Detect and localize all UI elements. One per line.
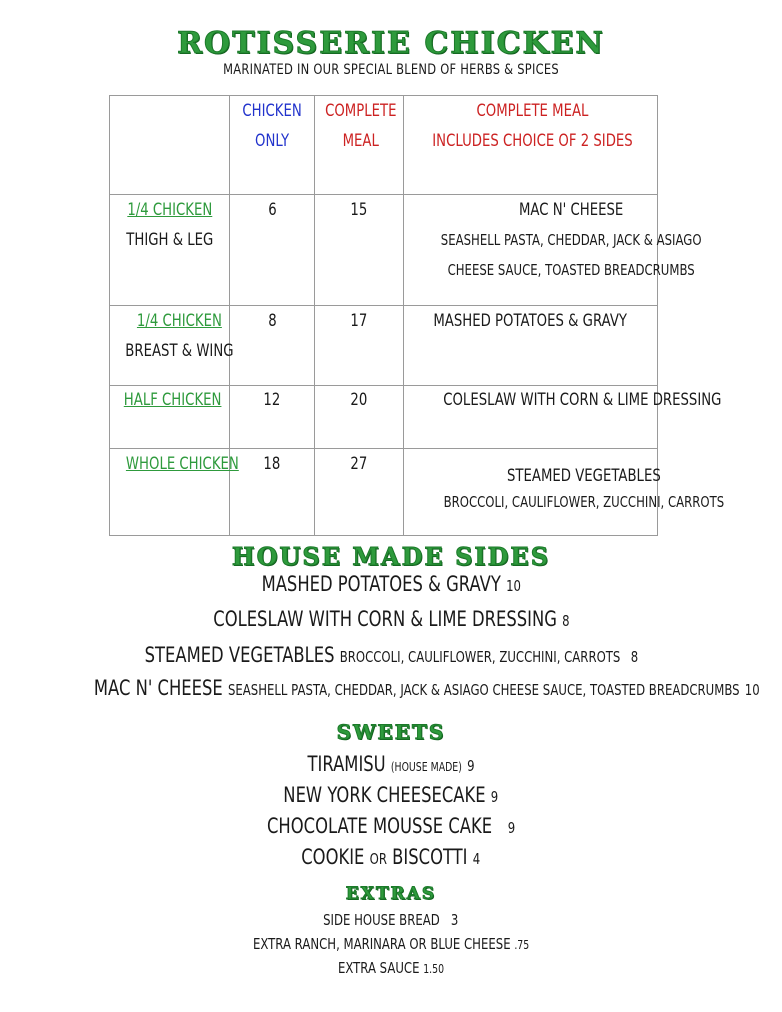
list-item: STEAMED VEGETABLES BROCCOLI, CAULIFLOWER, ZUCCHINI, CARROTS 8 [144, 643, 638, 667]
chicken-only-price: 8 [230, 306, 315, 386]
list-item: MASHED POTATOES & GRAVY 10 [261, 572, 521, 596]
chicken-only-price: 18 [230, 449, 315, 536]
complete-meal-price: 15 [315, 195, 404, 306]
extras-heading: EXTRAS [345, 884, 437, 904]
table-row [110, 386, 658, 449]
header-chicken-only: CHICKEN ONLY [230, 96, 315, 195]
list-item: MAC N' CHEESE SEASHELL PASTA, CHEDDAR, JACK & ASIAGO CHEESE SAUCE, TOASTED BREADCRUMBS 10 [93, 676, 760, 700]
side-cell: MAC N' CHEESE SEASHELL PASTA, CHEDDAR, JACK & ASIAGO CHEESE SAUCE, TOASTED BREADCRUMBS [404, 195, 658, 306]
chicken-price-table [109, 95, 725, 536]
sweets-heading: SWEETS [336, 720, 446, 744]
complete-meal-price: 20 [315, 386, 404, 449]
header-sides: COMPLETE MEAL INCLUDES CHOICE OF 2 SIDES [404, 96, 658, 195]
list-item: COOKIE OR BISCOTTI 4 [301, 845, 481, 869]
table-header-row [110, 96, 658, 195]
list-item: NEW YORK CHEESECAKE 9 [283, 783, 499, 807]
complete-meal-price: 27 [315, 449, 404, 536]
table-row [110, 449, 658, 536]
table-row [110, 195, 658, 306]
item-name-cell: 1/4 CHICKEN THIGH & LEG [110, 195, 230, 306]
table-row [110, 306, 658, 386]
list-item: COLESLAW WITH CORN & LIME DRESSING 8 [212, 607, 570, 631]
header-empty-cell [110, 96, 230, 195]
list-item: EXTRA SAUCE 1.50 [337, 959, 445, 977]
list-item: SIDE HOUSE BREAD 3 [323, 911, 459, 929]
list-item: CHOCOLATE MOUSSE CAKE 9 [266, 814, 516, 838]
item-name-cell: WHOLE CHICKEN [110, 449, 230, 536]
complete-meal-price: 17 [315, 306, 404, 386]
header-complete-meal: COMPLETE MEAL [315, 96, 404, 195]
page-title: ROTISSERIE CHICKEN [177, 26, 605, 61]
chicken-only-price: 12 [230, 386, 315, 449]
side-cell: MASHED POTATOES & GRAVY [404, 306, 658, 386]
house-sides-heading: HOUSE MADE SIDES [231, 542, 551, 571]
item-name-cell: 1/4 CHICKEN BREAST & WING [110, 306, 230, 386]
chicken-only-price: 6 [230, 195, 315, 306]
list-item: EXTRA RANCH, MARINARA OR BLUE CHEESE .75 [252, 935, 530, 953]
list-item: TIRAMISU (HOUSE MADE) 9 [307, 752, 475, 776]
page-subtitle: MARINATED IN OUR SPECIAL BLEND OF HERBS & SPICES [223, 62, 559, 78]
side-cell: COLESLAW WITH CORN & LIME DRESSING [404, 386, 658, 449]
side-cell: STEAMED VEGETABLES BROCCOLI, CAULIFLOWER, ZUCCHINI, CARROTS [404, 449, 658, 536]
item-name-cell: HALF CHICKEN [110, 386, 230, 449]
